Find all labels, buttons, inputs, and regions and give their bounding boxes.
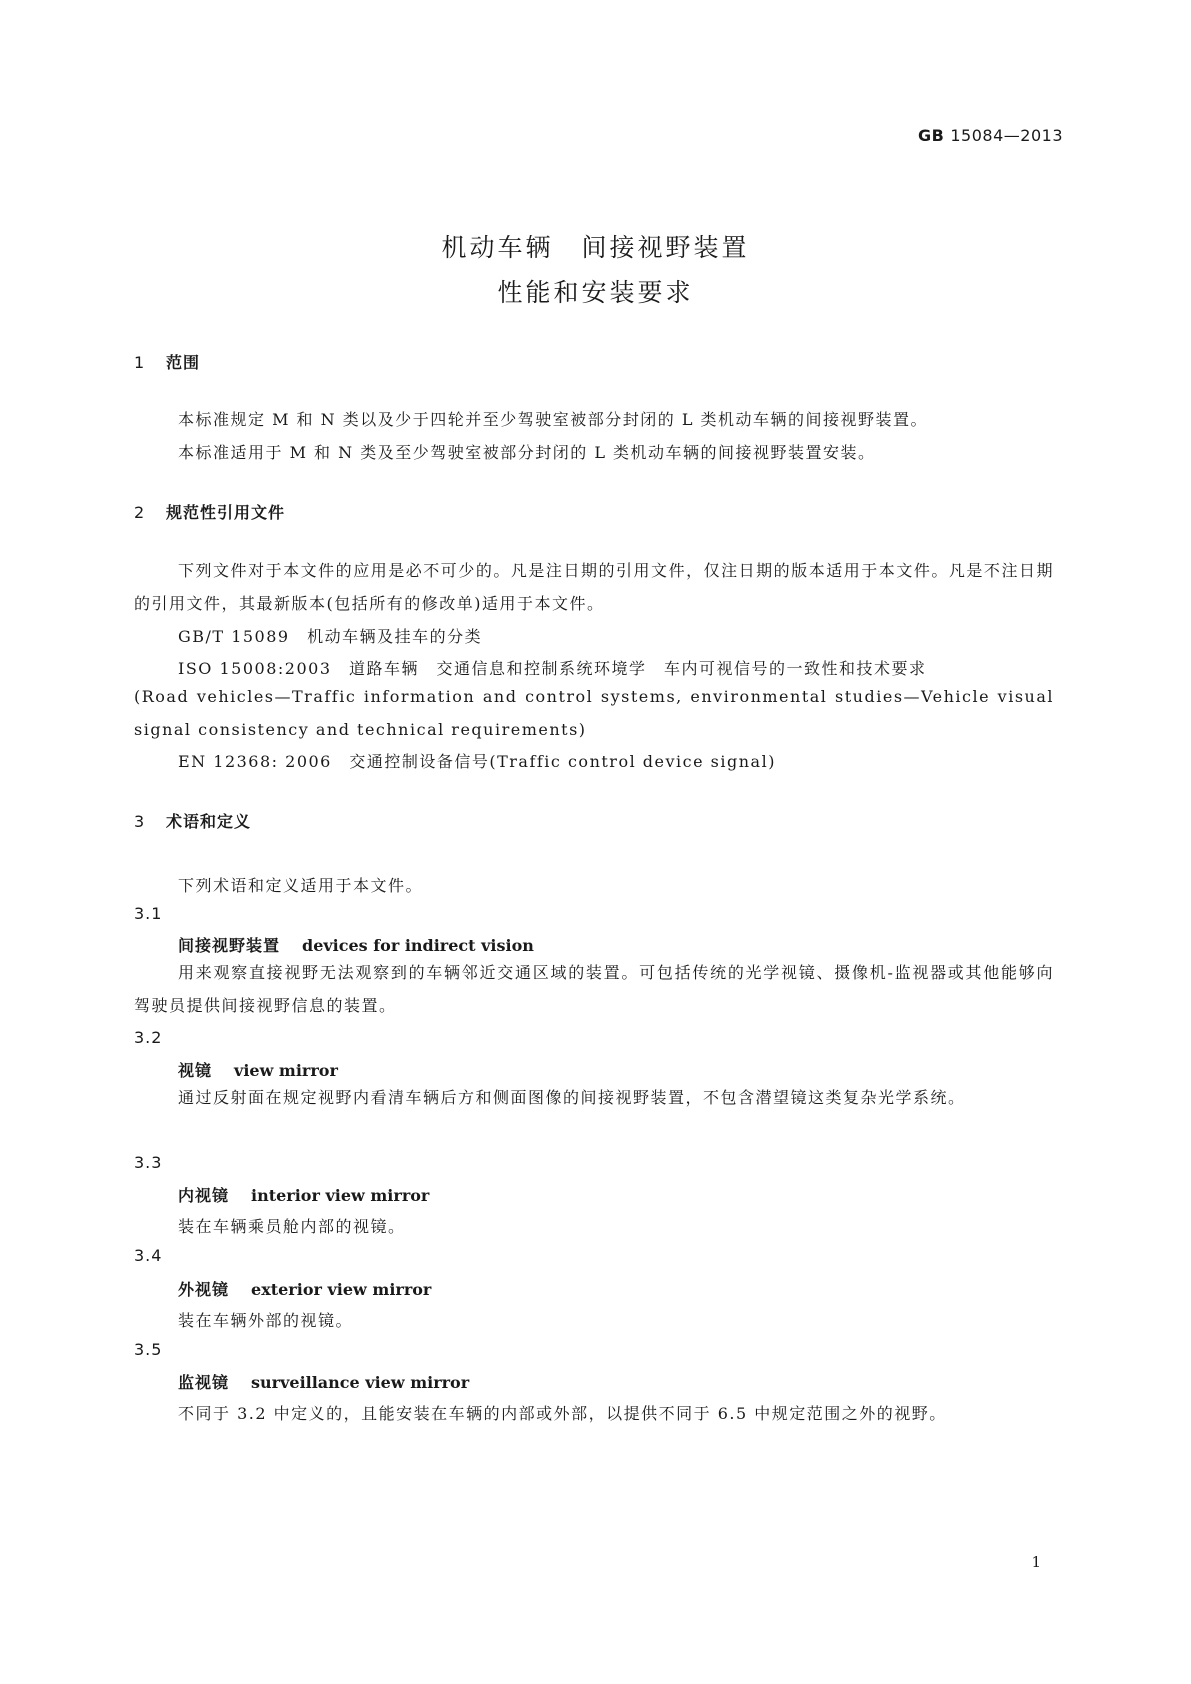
section-2-title: 规范性引用文件 [166, 503, 286, 522]
term-heading [178, 1058, 338, 1081]
term-definition: 用来观察直接视野无法观察到的车辆邻近交通区域的装置。可包括传统的光学视镜、摄像机-监视器或其他能够向驾驶员提供间接视野信息的装置。 [134, 963, 1054, 1015]
term-definition: 通过反射面在规定视野内看清车辆后方和侧面图像的间接视野装置，不包含潜望镜这类复杂光学系统。 [178, 1088, 966, 1107]
section-1-number: 1 [134, 353, 146, 372]
section-2-number: 2 [134, 503, 146, 522]
term-heading [178, 1370, 469, 1393]
reference-iso-15008-english: (Road vehicles—Traffic information and control systems, environmental studies—Vehicle visual signal consistency and technical requirements) [134, 687, 1054, 739]
title-line-1 [0, 225, 1191, 270]
term-english: exterior view mirror [251, 1280, 432, 1299]
term-chinese: 监视镜 [178, 1373, 230, 1392]
reference-iso-15008: ISO 15008:2003 道路车辆 交通信息和控制系统环境学 车内可视信号的一致性和技术要求 [178, 659, 927, 678]
page-number: 1 [1031, 1553, 1041, 1571]
section-3-title: 术语和定义 [166, 812, 252, 831]
term-heading [178, 1183, 429, 1206]
standard-code-number: 15084—2013 [950, 126, 1063, 145]
term-number: 3.4 [134, 1246, 163, 1265]
section-3-intro: 下列术语和定义适用于本文件。 [178, 876, 424, 895]
term-definition: 装在车辆乘员舱内部的视镜。 [178, 1217, 406, 1236]
term-number: 3.5 [134, 1340, 163, 1359]
term-number: 3.2 [134, 1028, 163, 1047]
section-2-intro: 下列文件对于本文件的应用是必不可少的。凡是注日期的引用文件，仅注日期的版本适用于本文件。凡是不注日期的引用文件，其最新版本(包括所有的修改单)适用于本文件。 [134, 561, 1054, 613]
standard-code-prefix: GB [918, 126, 945, 145]
term-heading [178, 933, 534, 956]
term-chinese: 内视镜 [178, 1186, 230, 1205]
term-english: view mirror [234, 1061, 338, 1080]
title-line-2: 性能和安装要求 [497, 278, 694, 307]
section-1-title: 范围 [166, 353, 201, 372]
section-2-heading [134, 500, 285, 523]
standard-code [918, 126, 1063, 145]
section-1-paragraph-1: 本标准规定 M 和 N 类以及少于四轮并至少驾驶室被部分封闭的 L 类机动车辆的间接视野装置。 [178, 410, 929, 429]
term-number: 3.1 [134, 904, 163, 923]
term-english: surveillance view mirror [251, 1373, 470, 1392]
section-1-heading [134, 350, 200, 373]
reference-en-12368: EN 12368: 2006 交通控制设备信号(Traffic control device signal) [178, 752, 776, 771]
term-english: interior view mirror [251, 1186, 430, 1205]
term-chinese: 外视镜 [178, 1280, 230, 1299]
title-part-1: 机动车辆 [441, 233, 554, 262]
section-3-number: 3 [134, 812, 146, 831]
term-english: devices for indirect vision [302, 936, 534, 955]
term-definition: 装在车辆外部的视镜。 [178, 1311, 354, 1330]
term-chinese: 视镜 [178, 1061, 213, 1080]
section-3-heading [134, 809, 251, 832]
reference-gb-t-15089: GB/T 15089 机动车辆及挂车的分类 [178, 627, 483, 646]
document-title [0, 225, 1191, 315]
term-definition: 不同于 3.2 中定义的，且能安装在车辆的内部或外部，以提供不同于 6.5 中规定范围之外的视野。 [178, 1404, 947, 1423]
term-heading [178, 1277, 431, 1300]
title-part-2: 间接视野装置 [581, 233, 750, 262]
section-1-paragraph-2: 本标准适用于 M 和 N 类及至少驾驶室被部分封闭的 L 类机动车辆的间接视野装置安装。 [178, 443, 876, 462]
term-number: 3.3 [134, 1153, 163, 1172]
term-chinese: 间接视野装置 [178, 936, 281, 955]
